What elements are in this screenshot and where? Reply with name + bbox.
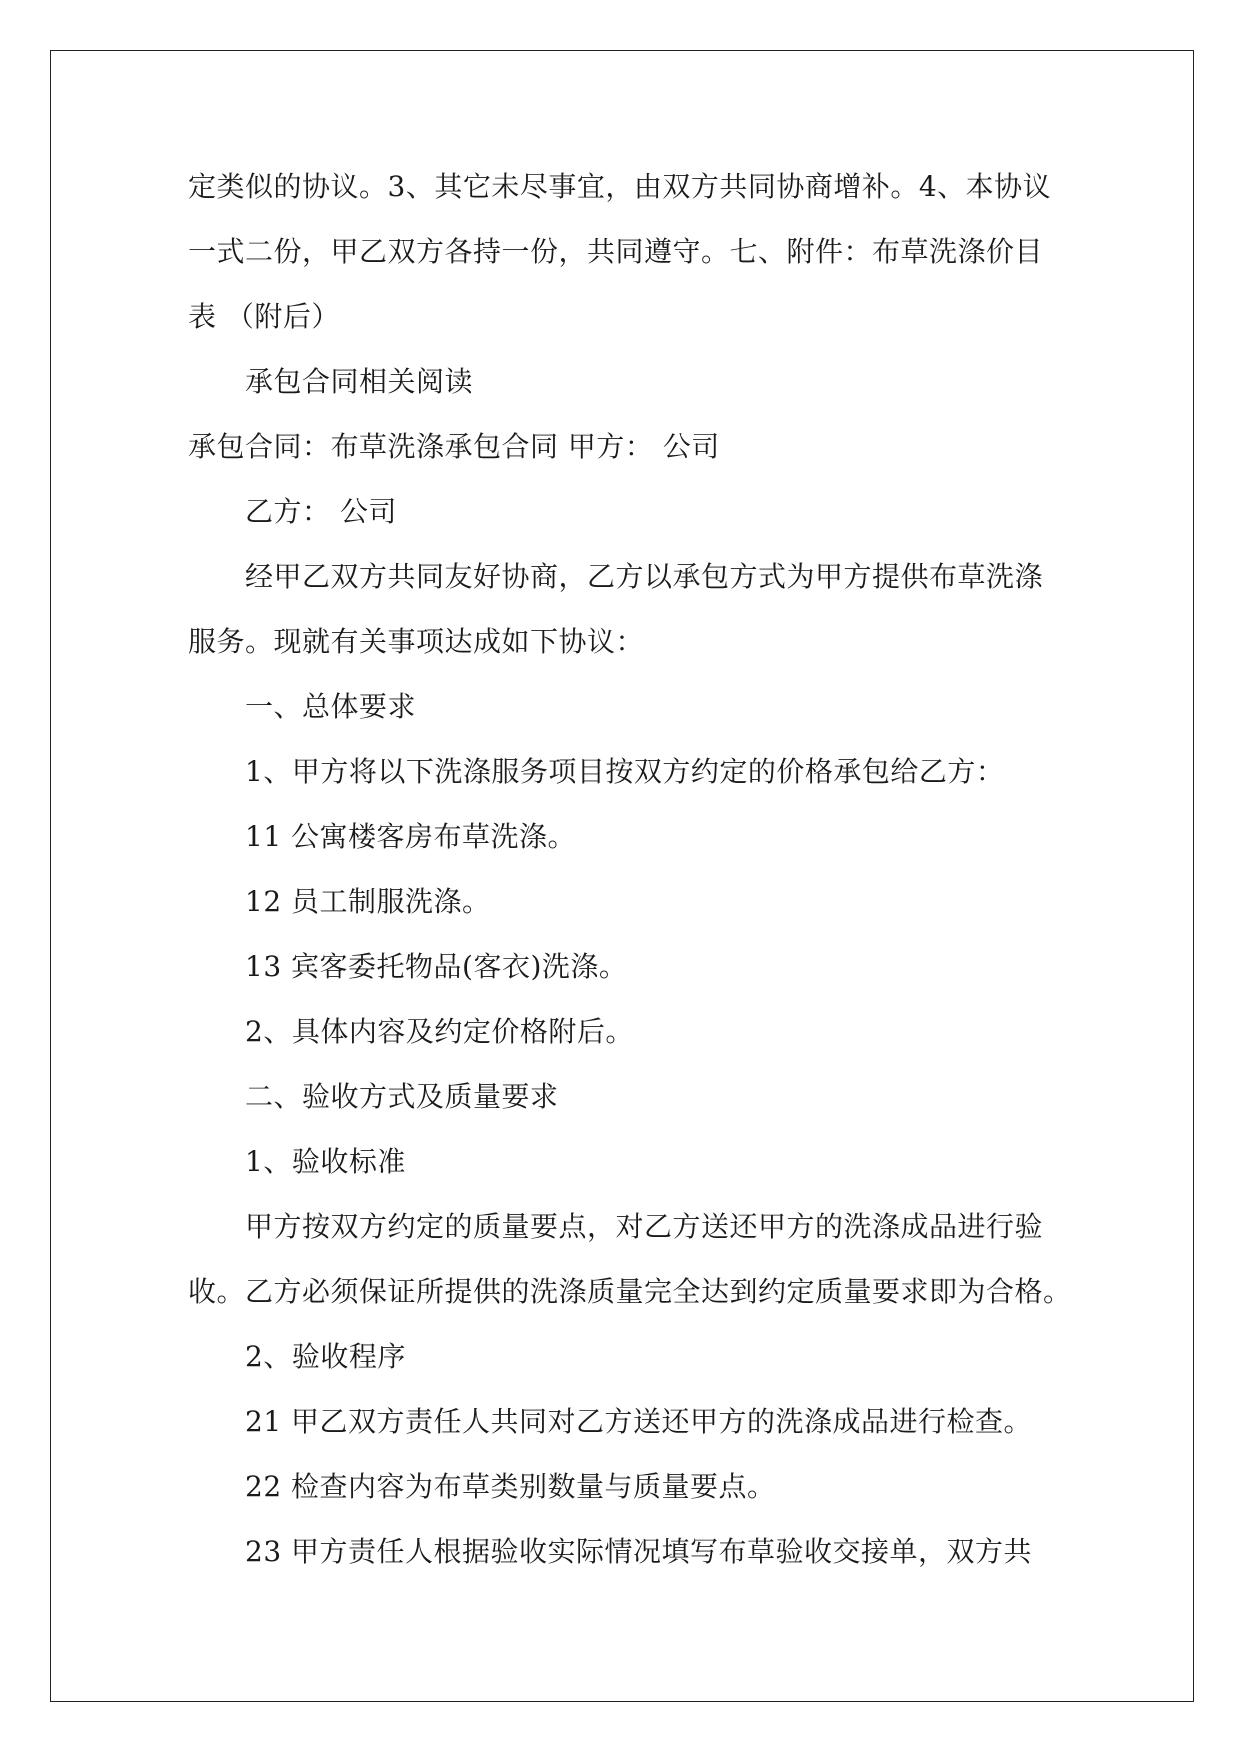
party-b-line: 乙方： 公司 [245,495,397,528]
text-line: 2、具体内容及约定价格附后。 [245,1015,634,1048]
text-line: 甲方按双方约定的质量要点，对乙方送还甲方的洗涤成品进行验 [245,1210,1044,1243]
list-item: 11 公寓楼客房布草洗涤。 [245,820,577,853]
list-item: 21 甲乙双方责任人共同对乙方送还甲方的洗涤成品进行检查。 [245,1405,1033,1438]
text-line: 经甲乙双方共同友好协商，乙方以承包方式为甲方提供布草洗涤 [245,560,1044,593]
list-item: 12 员工制服洗涤。 [245,885,491,918]
section-heading: 承包合同相关阅读 [245,365,474,398]
list-item: 13 宾客委托物品(客衣)洗涤。 [245,950,628,983]
text-line: 表 （附后） [188,300,340,333]
text-line: 1、甲方将以下洗涤服务项目按双方约定的价格承包给乙方： [245,755,1005,788]
text-line: 服务。现就有关事项达成如下协议： [188,625,645,658]
contract-title-line: 承包合同：布草洗涤承包合同 甲方： 公司 [188,430,720,463]
section-heading: 二、验收方式及质量要求 [245,1080,559,1113]
text-line: 定类似的协议。3、其它未尽事宜，由双方共同协商增补。4、本协议 [188,170,1052,203]
list-item: 23 甲方责任人根据验收实际情况填写布草验收交接单，双方共 [245,1535,1033,1568]
list-item: 22 检查内容为布草类别数量与质量要点。 [245,1470,776,1503]
document-body [188,154,1072,1584]
subsection-heading: 2、验收程序 [245,1340,406,1373]
subsection-heading: 1、验收标准 [245,1145,406,1178]
text-line: 收。乙方必须保证所提供的洗涤质量完全达到约定质量要求即为合格。 [188,1275,1072,1308]
section-heading: 一、总体要求 [245,690,417,723]
text-line: 一式二份，甲乙双方各持一份，共同遵守。七、附件：布草洗涤价目 [188,235,1044,268]
